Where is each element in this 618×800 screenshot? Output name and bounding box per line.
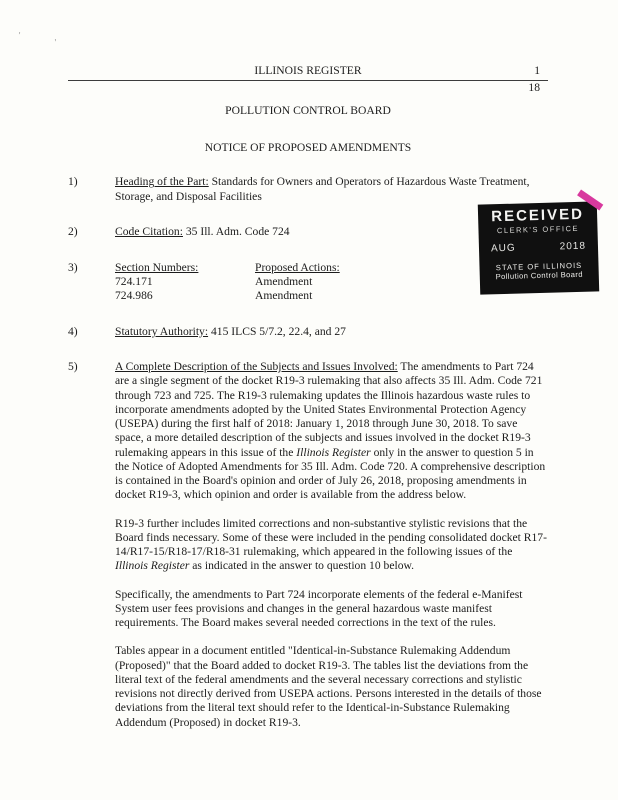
description-paragraph-4: Tables appear in a document entitled "Identical-in-Substance Rulemaking Addendum (Proposed)" that the Board added to docket R19-3. The tables list the deviations from the literal text of the federal amendments and the several necessary corrections and stylistic revisions not directly derived from USEPA actions. Persons interested in the details of those deviations from the literal text should refer to the Identical-in-Substance Rulemaking Addendum (Proposed) in docket R19-3. xyxy=(115,644,542,729)
item-label: Heading of the Part: xyxy=(115,175,209,189)
item-text: 35 Ill. Adm. Code 724 xyxy=(185,225,290,239)
stamp-board-text: Pollution Control Board xyxy=(495,269,584,282)
item-content xyxy=(115,175,548,204)
register-title: ILLINOIS REGISTER xyxy=(254,64,362,77)
stamp-state-text: STATE OF ILLINOIS xyxy=(495,260,583,273)
item-number: 1) xyxy=(68,175,78,189)
item-text: 415 ILCS 5/7.2, 22.4, and 27 xyxy=(210,324,346,338)
paragraph-text: The amendments to Part 724 are a single segment of the docket R19-3 rulemaking that also affects 35 Ill. Adm. Code 721 through 723 and 725. The R19-3 rulemaking updates the Illinois hazardous waste rules to incorporate amendments adopted by the United States Environmental Protection Agency (USEPA) during the first half of 2018: January 1, 2018 through June 30, 2018. To save space, a more detailed description of the subjects and issues involved in the docket R19-3 rulemaking appears in this issue of the Illinois Register only in the answer to question 5 in the Notice of Adopted Amendments for 35 Ill. Adm. Code 720. A comprehensive description is contained in the Board's opinion and order of July 26, 2018, proposing amendments in docket R19-3, which opinion and order is available from the address below. xyxy=(115,360,546,502)
scan-speck: ' xyxy=(16,30,22,40)
stamp-year: 2018 xyxy=(559,240,587,253)
action-cell: Amendment xyxy=(255,289,313,303)
item-number: 4) xyxy=(68,324,78,338)
item-number: 2) xyxy=(68,225,78,239)
item-description xyxy=(68,360,548,744)
item-number: 5) xyxy=(68,360,78,374)
stamp-date xyxy=(483,240,594,254)
description-paragraph-1 xyxy=(115,360,548,503)
stamp-received-text: RECEIVED xyxy=(491,205,585,226)
item-label: A Complete Description of the Subjects and Issues Involved: xyxy=(115,360,398,374)
item-label: Code Citation: xyxy=(115,225,183,239)
section-cell: 724.171 xyxy=(115,274,153,288)
item-label: Statutory Authority: xyxy=(115,324,209,338)
received-stamp xyxy=(478,201,599,294)
page-number: 1 xyxy=(534,64,540,77)
description-paragraph-2: R19-3 further includes limited corrections and non-substantive stylistic revisions that the Board finds necessary. Some of these were included in the pending consolidated docket R17-14/R17-15/R18-17/R18-31 rulemaking, which appeared in the following issues of the Illinois Register as indicated in the answer to question 10 below. xyxy=(115,516,547,573)
notice-title: NOTICE OF PROPOSED AMENDMENTS xyxy=(204,141,412,155)
item-content xyxy=(115,360,548,744)
register-header xyxy=(68,64,548,81)
action-cell: Amendment xyxy=(255,274,313,288)
section-numbers-label: Section Numbers: xyxy=(115,260,199,274)
item-section-numbers xyxy=(68,261,548,304)
item-heading-of-part xyxy=(68,175,548,204)
item-text: Standards for Owners and Operators of Hazardous Waste Treatment, Storage, and Disposal Facilities xyxy=(115,175,530,203)
stamp-month: AUG xyxy=(490,242,516,255)
scan-speck: ' xyxy=(54,36,58,48)
stamp-clerks-office-text: CLERK'S OFFICE xyxy=(496,223,580,236)
item-statutory-authority xyxy=(68,325,548,339)
issue-number: 18 xyxy=(528,81,540,94)
section-cell: 724.986 xyxy=(115,289,153,303)
item-code-citation xyxy=(68,225,548,239)
item-number: 3) xyxy=(68,260,78,274)
board-title: POLLUTION CONTROL BOARD xyxy=(225,104,391,118)
description-paragraph-3: Specifically, the amendments to Part 724 incorporate elements of the federal e-Manifest System user fees provisions and changes in the general hazardous waste manifest requirements. The Board makes several needed corrections in the text of the rules. xyxy=(115,587,523,630)
proposed-actions-label: Proposed Actions: xyxy=(255,260,340,274)
item-content xyxy=(115,325,548,339)
